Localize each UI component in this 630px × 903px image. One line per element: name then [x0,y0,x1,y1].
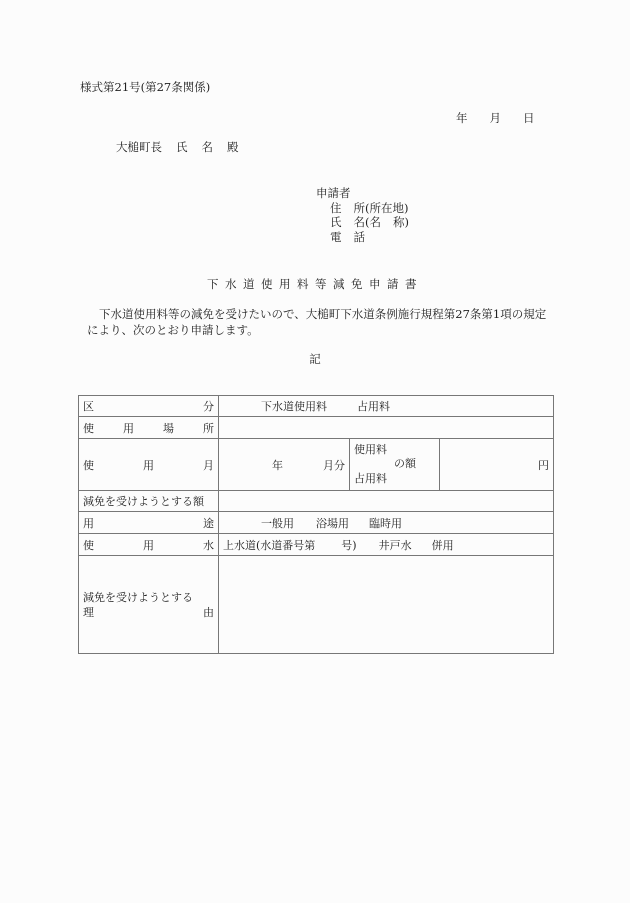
address-label-1: 住 [330,200,342,215]
year-label: 年 [272,458,283,472]
label-char: 使 [83,538,94,552]
month-label: 月 [489,111,501,125]
option-well-water[interactable]: 井戸水 [378,538,412,552]
label-char: 分 [203,400,214,413]
label-reduction-amount: 減免を受けようとする額 [79,491,219,512]
applicant-name [316,215,409,230]
option-temporary[interactable]: 臨時用 [369,516,402,530]
reason-field[interactable] [219,556,554,654]
amount-field[interactable] [440,439,554,491]
addressee-name-1: 氏 [176,140,188,154]
applicant-address [316,201,409,216]
amount-type-label [350,439,440,491]
label-char: 使 [83,421,94,435]
applicant-block [316,186,409,244]
table-row-water-source [79,534,554,556]
reason-label-line-1: 減免を受けようとする [83,590,193,604]
yen-label: 円 [538,458,550,472]
name-label-3: 称) [393,215,409,229]
document-title: 下水道使用料等減免申請書 [207,277,423,291]
table-row-category [79,396,554,417]
category-options[interactable] [219,396,554,417]
addressee [116,139,239,155]
option-combined[interactable]: 併用 [431,538,454,552]
table-row-month [79,439,554,491]
body-text [87,306,557,338]
label-char: 区 [83,400,94,413]
reduction-amount-field[interactable] [219,491,554,512]
year-label: 年 [456,111,468,125]
amount-label-occupancy-fee[interactable]: 占用料 [354,471,387,485]
label-month [79,439,219,491]
label-water-source [79,534,219,556]
ki-heading: 記 [309,352,321,366]
phone-label-1: 電 [330,229,342,244]
water-source-options[interactable] [219,534,554,556]
location-field[interactable] [219,417,554,439]
addressee-name-2: 名 [201,140,213,154]
tap-water-number-suffix: 号) [341,538,357,552]
form-number: 様式第21号(第27条関係) [80,80,211,94]
day-label: 日 [523,111,535,125]
label-char: 用 [123,421,134,435]
name-label-1: 氏 [330,215,342,229]
label-char: 所 [203,421,214,435]
label-char: 用 [83,516,94,530]
label-char: 用 [143,458,154,472]
table-row-reason [79,556,554,654]
label-char: 由 [203,605,214,619]
addressee-honorific: 殿 [227,140,239,154]
phone-label-2: 話 [353,229,365,244]
date-line [456,110,535,126]
table-row-location [79,417,554,439]
body-line-2: により、次のとおり申請します。 [87,323,259,337]
month-portion-label: 月分 [323,458,345,472]
month-field[interactable] [219,439,350,491]
address-label-2: 所(所在地) [353,200,409,215]
body-line-1: 下水道使用料等の減免を受けたいので、大槌町下水道条例施行規程第27条第1項の規定 [99,307,547,321]
label-purpose [79,512,219,534]
label-category [79,396,219,417]
label-reason [79,556,219,654]
amount-label-usage-fee[interactable]: 使用料 [354,442,387,456]
label-char: 用 [143,538,154,552]
option-general[interactable]: 一般用 [261,516,294,530]
option-bathhouse[interactable]: 浴場用 [316,516,349,530]
label-char: 理 [83,605,94,619]
label-char: 水 [203,538,214,552]
label-char: 場 [163,421,174,435]
label-char: 月 [203,458,214,472]
label-char: 途 [203,516,214,530]
label-location [79,417,219,439]
applicant-heading: 申請者 [316,186,351,200]
table-row-purpose [79,512,554,534]
option-sewer-fee[interactable]: 下水道使用料 [261,400,327,413]
table-row-reduction-amount [79,491,554,512]
option-tap-water[interactable]: 上水道(水道番号第 [223,538,316,552]
applicant-phone [316,230,409,245]
amount-label-of: の額 [394,457,416,471]
label-char: 使 [83,458,94,472]
addressee-title: 大槌町長 [116,140,162,154]
purpose-options[interactable] [219,512,554,534]
application-table [78,395,554,654]
option-occupancy-fee[interactable]: 占用料 [357,400,390,413]
name-label-2: 名(名 [353,215,381,229]
